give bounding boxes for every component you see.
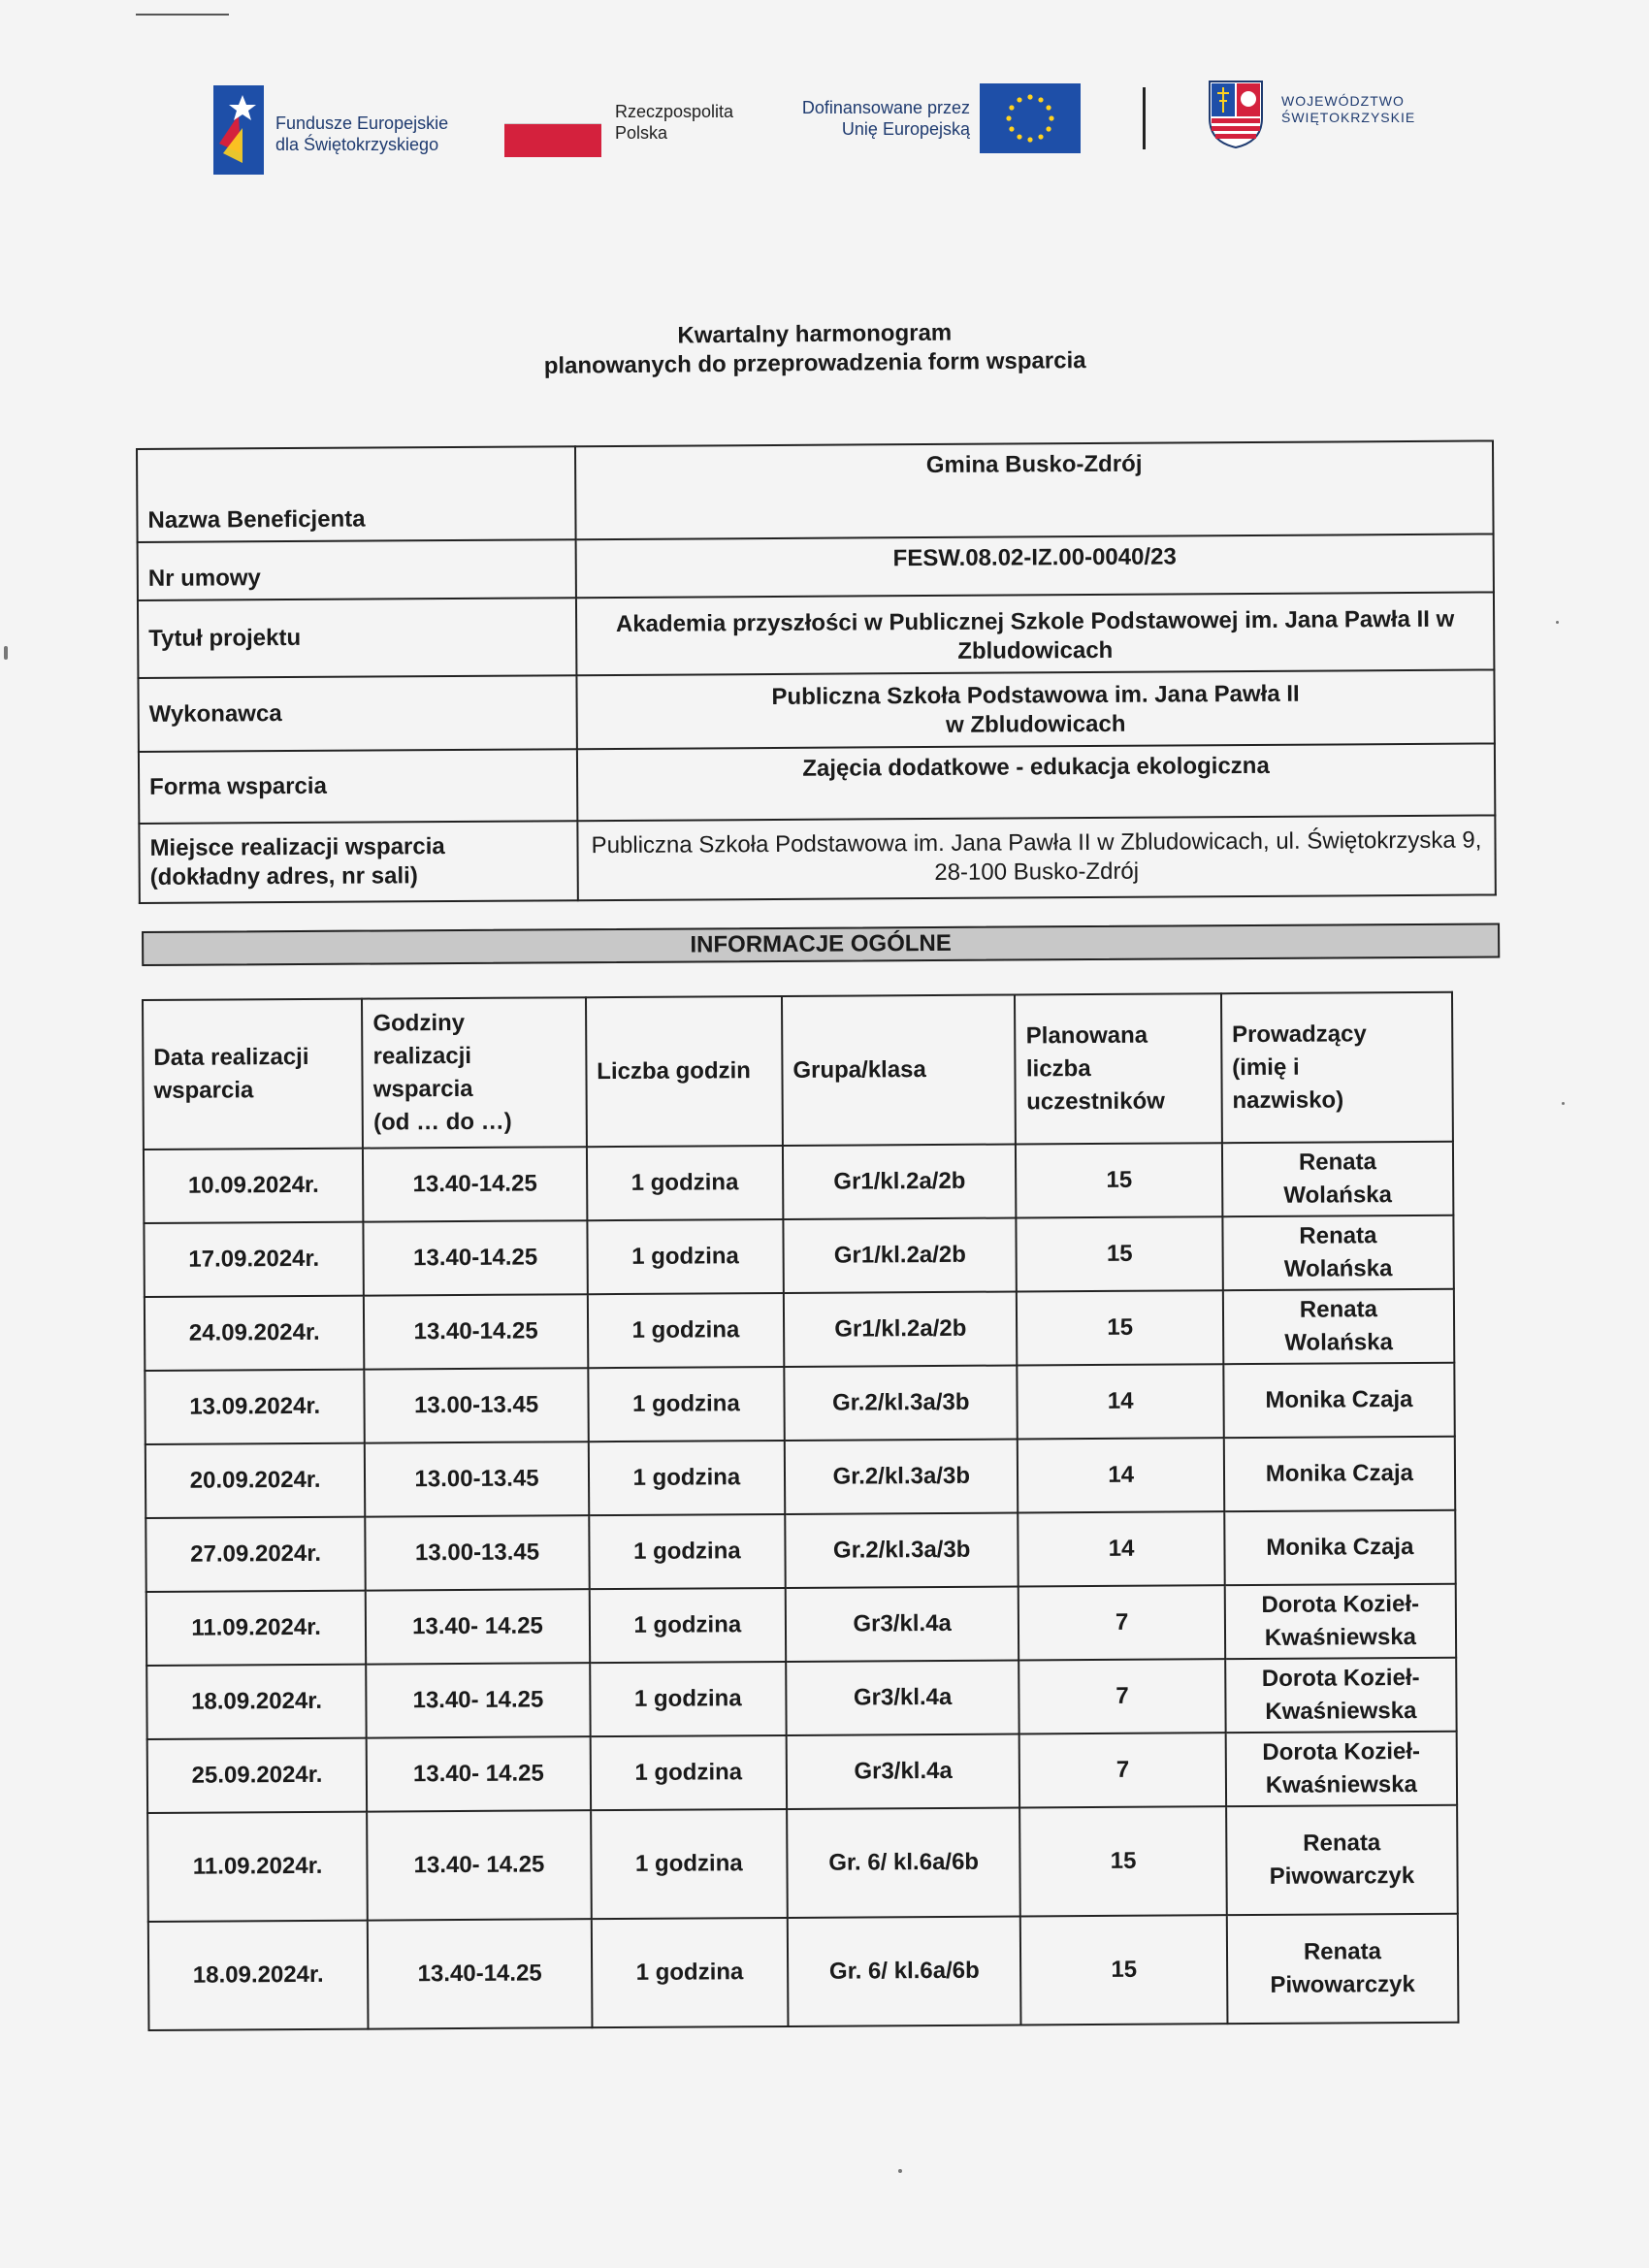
cell-participants: 15 [1020, 1806, 1227, 1916]
schedule-body [144, 1142, 1459, 2030]
schedule-row [146, 1584, 1456, 1666]
cell-teacher: Renata Piwowarczyk [1227, 1914, 1459, 2024]
info-value: FESW.08.02-IZ.00-0040/23 [576, 534, 1494, 598]
cell-count: 1 godzina [592, 1918, 789, 2027]
schedule-row [145, 1289, 1454, 1371]
info-row [138, 592, 1494, 678]
schedule-row [147, 1805, 1458, 1922]
cell-group: Gr1/kl.2a/2b [783, 1144, 1017, 1218]
cell-participants: 14 [1018, 1364, 1224, 1439]
cell-group: Gr.2/kl.3a/3b [785, 1439, 1018, 1513]
schedule-row [148, 1914, 1459, 2030]
header-hours: Godziny realizacji wsparcia (od … do …) [362, 997, 586, 1148]
scan-speck [1562, 1102, 1565, 1105]
corner-mark [136, 14, 229, 16]
header-participants: Planowana liczba uczestników [1015, 993, 1221, 1144]
cell-hours: 13.40- 14.25 [366, 1663, 590, 1737]
eu-star [1027, 137, 1032, 142]
wojewodztwo-logo [1208, 80, 1440, 157]
cell-group: Gr3/kl.4a [787, 1733, 1020, 1808]
info-row [138, 669, 1494, 752]
logo-bar [213, 78, 1436, 184]
cell-count: 1 godzina [590, 1735, 787, 1810]
cell-count: 1 godzina [588, 1367, 785, 1442]
schedule-table-wrapper [142, 991, 1476, 2031]
schedule-table [142, 991, 1459, 2031]
info-label: Tytuł projektu [138, 598, 576, 678]
schedule-row [146, 1437, 1455, 1518]
info-label: Nr umowy [138, 539, 576, 600]
cell-group: Gr. 6/ kl.6a/6b [787, 1807, 1020, 1917]
eu-flag-icon [980, 83, 1081, 153]
cell-count: 1 godzina [588, 1293, 785, 1368]
cell-teacher: Dorota Kozieł- Kwaśniewska [1225, 1732, 1457, 1806]
cell-participants: 14 [1018, 1438, 1224, 1512]
scan-speck [898, 2169, 902, 2173]
cell-teacher: Dorota Kozieł- Kwaśniewska [1225, 1658, 1457, 1733]
cell-teacher: Monika Czaja [1223, 1363, 1455, 1438]
schedule-row [146, 1658, 1456, 1739]
title-line-1: Kwartalny harmonogram [677, 319, 953, 349]
cell-count: 1 godzina [591, 1809, 788, 1919]
cell-group: Gr1/kl.2a/2b [784, 1291, 1018, 1366]
header-count: Liczba godzin [586, 996, 783, 1147]
info-value: Publiczna Szkoła Podstawowa im. Jana Pawła II w Zbludowicach, ul. Świętokrzyska 9, 28-100 Busko-Zdrój [577, 815, 1495, 900]
scan-speck [4, 646, 8, 660]
cell-date: 25.09.2024r. [147, 1738, 368, 1813]
header-group: Grupa/klasa [782, 994, 1016, 1145]
polish-flag-icon [504, 123, 601, 157]
cell-count: 1 godzina [587, 1146, 784, 1220]
info-row [138, 534, 1494, 600]
logo-separator [1143, 87, 1146, 149]
rzeczpospolita-label: Rzeczpospolita Polska [615, 102, 734, 143]
schedule-row [144, 1215, 1453, 1297]
info-table [136, 439, 1497, 904]
eu-star [1049, 115, 1053, 120]
cell-count: 1 godzina [589, 1441, 786, 1515]
title-line-2: planowanych do przeprowadzenia form wsparcia [543, 347, 1086, 379]
info-label: Forma wsparcia [139, 749, 577, 824]
fundusze-europejskie-logo [213, 85, 534, 175]
eu-star [1038, 97, 1043, 102]
eu-star [1017, 97, 1021, 102]
cell-group: Gr. 6/ kl.6a/6b [788, 1916, 1021, 2025]
cell-count: 1 godzina [590, 1588, 787, 1663]
cell-teacher: Monika Czaja [1224, 1437, 1456, 1511]
cell-date: 18.09.2024r. [148, 1921, 369, 2030]
eu-star [1017, 134, 1021, 139]
cell-count: 1 godzina [587, 1219, 784, 1294]
cell-participants: 15 [1016, 1143, 1222, 1217]
cell-participants: 15 [1017, 1290, 1223, 1365]
cell-hours: 13.40-14.25 [368, 1919, 592, 2028]
cell-hours: 13.40-14.25 [364, 1220, 588, 1295]
cell-date: 27.09.2024r. [146, 1517, 366, 1592]
info-value: Gmina Busko-Zdrój [575, 440, 1494, 539]
cell-group: Gr3/kl.4a [786, 1586, 1019, 1661]
schedule-row [147, 1732, 1457, 1813]
cell-participants: 7 [1019, 1733, 1226, 1807]
eu-star [1009, 105, 1014, 110]
cell-group: Gr.2/kl.3a/3b [785, 1512, 1018, 1587]
cell-teacher: Renata Piwowarczyk [1226, 1805, 1458, 1915]
info-row [139, 815, 1495, 903]
cell-hours: 13.00-13.45 [365, 1368, 589, 1442]
rzeczpospolita-logo [504, 99, 757, 167]
header-teacher: Prowadzący (imię i nazwisko) [1221, 992, 1453, 1143]
info-value: Publiczna Szkoła Podstawowa im. Jana Pawła II w Zbludowicach [576, 669, 1494, 749]
cell-participants: 15 [1020, 1915, 1227, 2025]
cell-participants: 14 [1018, 1511, 1225, 1586]
cell-date: 13.09.2024r. [145, 1370, 365, 1444]
cell-participants: 15 [1017, 1216, 1223, 1291]
cell-hours: 13.40- 14.25 [367, 1810, 591, 1920]
cell-date: 11.09.2024r. [146, 1591, 367, 1666]
cell-participants: 7 [1019, 1659, 1226, 1733]
fundusze-label: Fundusze Europejskie dla Świętokrzyskiego [275, 113, 449, 154]
section-title: INFORMACJE OGÓLNE [142, 923, 1500, 966]
section-bar [142, 915, 1500, 986]
schedule-row [145, 1363, 1454, 1444]
cell-date: 24.09.2024r. [145, 1296, 365, 1371]
eu-star [1009, 126, 1014, 131]
eu-logo [786, 83, 1106, 161]
swietokrzyskie-crest-icon [1208, 80, 1264, 149]
cell-teacher: Renata Wolańska [1222, 1215, 1454, 1290]
cell-hours: 13.40-14.25 [363, 1147, 587, 1221]
cell-group: Gr1/kl.2a/2b [783, 1217, 1017, 1292]
cell-hours: 13.00-13.45 [366, 1515, 590, 1590]
schedule-row [146, 1510, 1455, 1592]
cell-count: 1 godzina [589, 1514, 786, 1589]
cell-count: 1 godzina [590, 1662, 787, 1736]
schedule-row [144, 1142, 1453, 1223]
cell-hours: 13.00-13.45 [365, 1442, 589, 1516]
eu-star [1006, 115, 1011, 120]
eu-star [1027, 94, 1032, 99]
eu-star [1038, 134, 1043, 139]
scan-speck [1556, 621, 1559, 624]
cell-hours: 13.40-14.25 [364, 1294, 588, 1369]
document-title [330, 315, 1301, 383]
info-label: Nazwa Beneficjenta [137, 446, 576, 542]
info-table-wrapper [136, 439, 1506, 904]
info-value: Akademia przyszłości w Publicznej Szkole Podstawowej im. Jana Pawła II w Zbludowicach [576, 592, 1494, 675]
fe-flag-icon [213, 85, 264, 175]
info-row [139, 743, 1495, 824]
info-value: Zajęcia dodatkowe - edukacja ekologiczna [577, 743, 1495, 821]
cell-teacher: Renata Wolańska [1222, 1142, 1454, 1216]
cell-hours: 13.40- 14.25 [366, 1589, 590, 1664]
eu-label: Dofinansowane przez Unię Europejską [801, 98, 970, 139]
info-label: Wykonawca [138, 675, 576, 752]
cell-participants: 7 [1018, 1585, 1225, 1660]
info-label: Miejsce realizacji wsparcia (dokładny adres, nr sali) [139, 821, 577, 903]
cell-group: Gr3/kl.4a [786, 1660, 1019, 1734]
eu-star [1046, 126, 1051, 131]
eu-star [1046, 105, 1051, 110]
cell-teacher: Monika Czaja [1224, 1510, 1456, 1585]
cell-date: 18.09.2024r. [146, 1665, 367, 1739]
cell-group: Gr.2/kl.3a/3b [784, 1365, 1018, 1440]
header-date: Data realizacji wsparcia [143, 999, 363, 1150]
schedule-header-row [143, 992, 1453, 1150]
info-row [137, 440, 1494, 542]
cell-hours: 13.40- 14.25 [367, 1736, 591, 1811]
cell-date: 20.09.2024r. [146, 1443, 366, 1518]
cell-teacher: Renata Wolańska [1223, 1289, 1455, 1364]
cell-teacher: Dorota Kozieł- Kwaśniewska [1225, 1584, 1457, 1659]
cell-date: 10.09.2024r. [144, 1149, 364, 1223]
cell-date: 11.09.2024r. [147, 1812, 368, 1922]
cell-date: 17.09.2024r. [144, 1222, 364, 1297]
wojewodztwo-label: WOJEWÓDZTWO ŚWIĘTOKRZYSKIE [1281, 93, 1416, 125]
